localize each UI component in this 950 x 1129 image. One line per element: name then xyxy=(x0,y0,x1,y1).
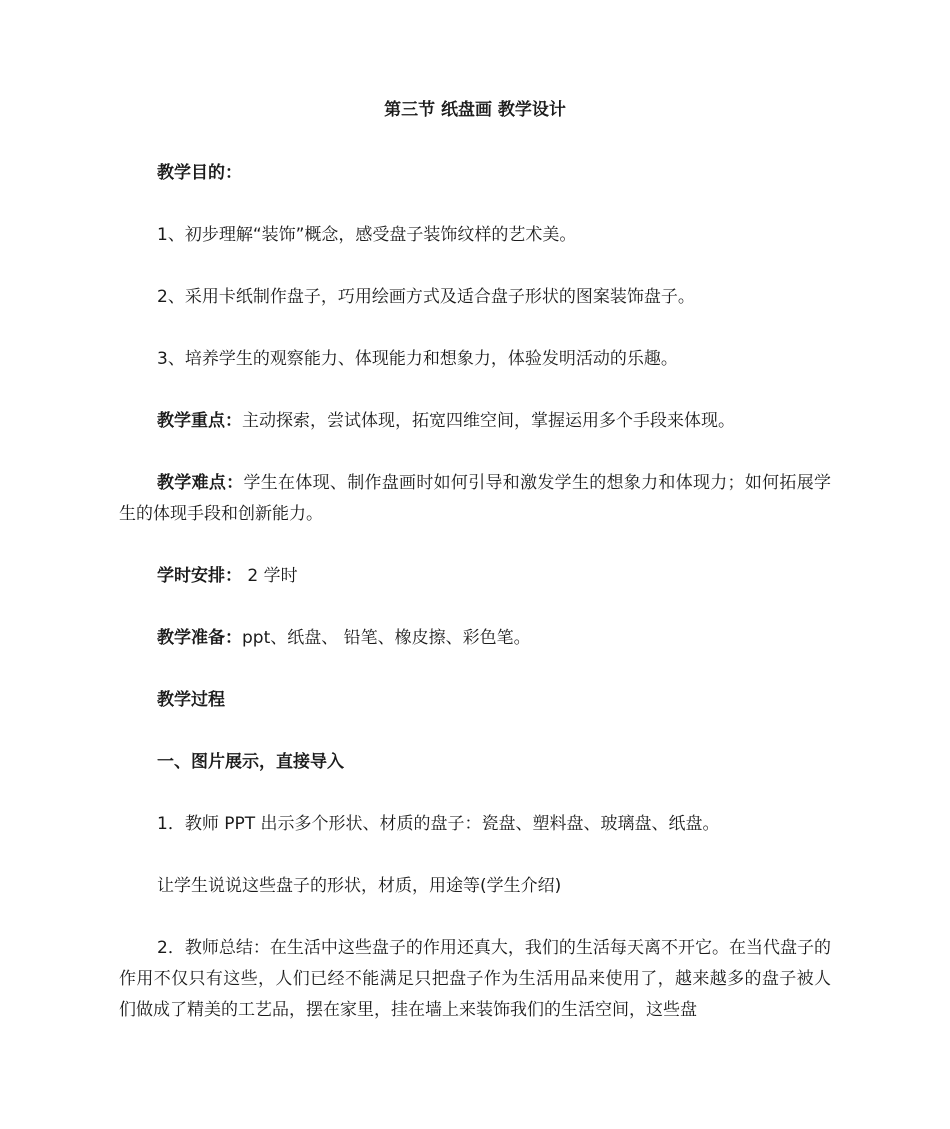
difficulties-text: 学生在体现、制作盘画时如何引导和激发学生的想象力和体现力；如何拓展学生的体现手段和创新能力。 xyxy=(119,473,832,524)
preparation-label: 教学准备： xyxy=(157,628,242,648)
document-page xyxy=(119,96,831,1057)
step2-paragraph: 2．教师总结：在生活中这些盘子的作用还真大，我们的生活每天离不开它。在当代盘子的作用不仅只有这些，人们已经不能满足只把盘子作为生活用品来使用了，越来越多的盘子被人们做成了精美的工艺品，摆在家里，挂在墙上来装饰我们的生活空间，这些盘 xyxy=(119,938,831,1020)
process-heading: 教学过程 xyxy=(157,690,225,710)
objective-item-1: 1、初步理解“装饰”概念，感受盘子装饰纹样的艺术美。 xyxy=(157,225,577,245)
schedule-paragraph xyxy=(119,561,831,592)
key-points-paragraph xyxy=(119,406,831,437)
section1-heading: 一、图片展示，直接导入 xyxy=(157,752,344,772)
objective-item-3: 3、培养学生的观察能力、体现能力和想象力，体验发明活动的乐趣。 xyxy=(157,349,678,369)
document-title: 第三节 纸盘画 教学设计 xyxy=(384,100,566,120)
step1-followup-paragraph: 让学生说说这些盘子的形状，材质，用途等(学生介绍) xyxy=(157,876,562,896)
key-points-text: 主动探索，尝试体现，拓宽四维空间，掌握运用多个手段来体现。 xyxy=(242,411,735,431)
step1-paragraph: 1．教师 PPT 出示多个形状、材质的盘子：瓷盘、塑料盘、玻璃盘、纸盘。 xyxy=(157,814,720,834)
schedule-label: 学时安排： xyxy=(157,566,242,586)
difficulties-label: 教学难点： xyxy=(157,473,244,493)
schedule-text: 2 学时 xyxy=(242,566,298,586)
preparation-text: ppt、纸盘、 铅笔、橡皮擦、彩色笔。 xyxy=(242,628,531,648)
key-points-label: 教学重点： xyxy=(157,411,242,431)
objective-item-2: 2、采用卡纸制作盘子，巧用绘画方式及适合盘子形状的图案装饰盘子。 xyxy=(157,287,695,307)
preparation-paragraph xyxy=(119,623,831,654)
objectives-heading: 教学目的： xyxy=(157,163,242,183)
difficulties-paragraph xyxy=(119,468,831,530)
